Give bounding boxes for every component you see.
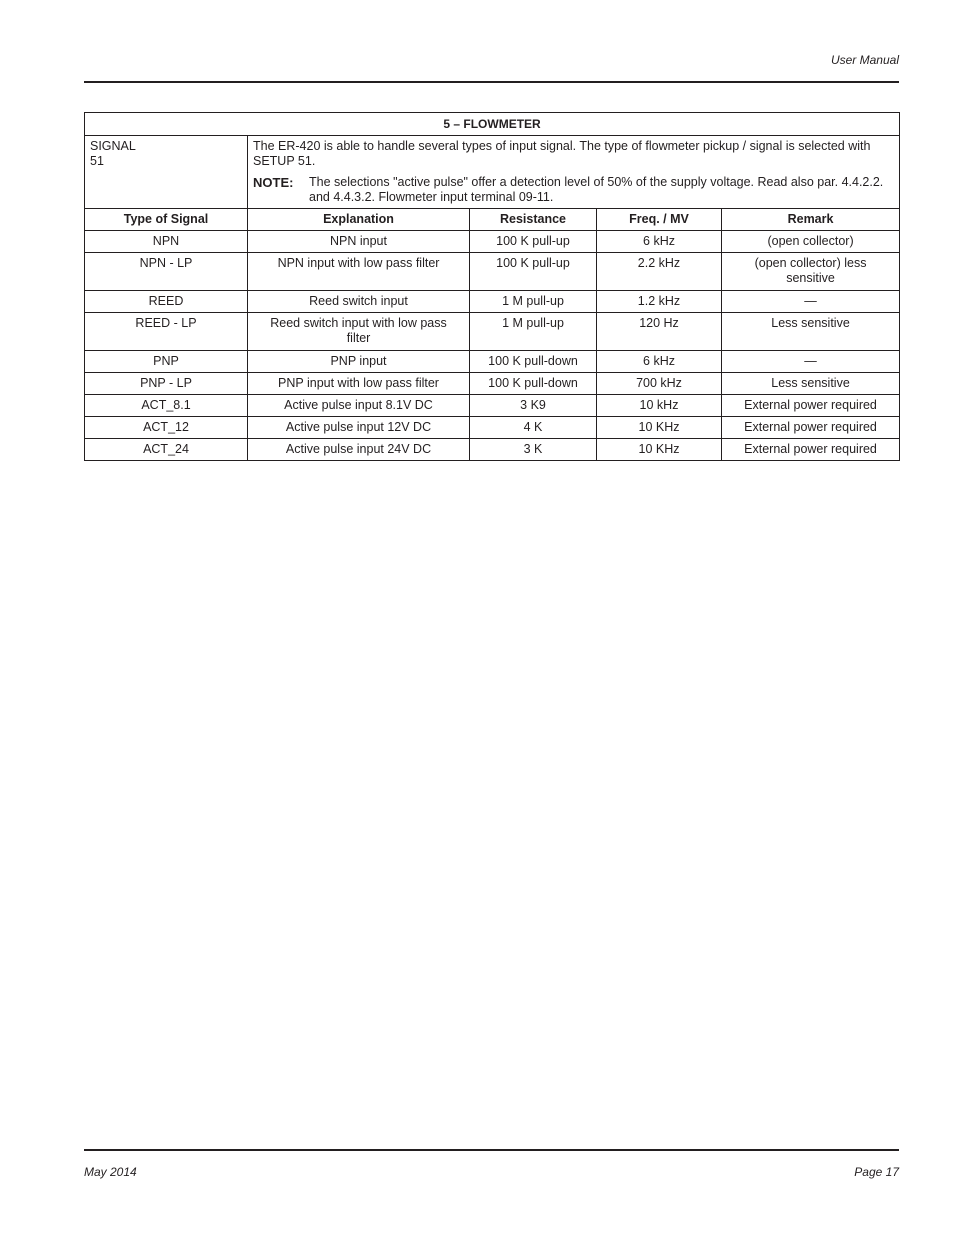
table-row (85, 351, 900, 373)
table-row (85, 395, 900, 417)
table-cell: REED - LP (85, 313, 248, 351)
column-header-row (85, 209, 900, 231)
table-cell: 100 K pull-down (470, 373, 597, 395)
table-row (85, 373, 900, 395)
table-cell: — (722, 291, 900, 313)
table-cell: 3 K (470, 439, 597, 461)
table-row (85, 291, 900, 313)
table-cell: PNP - LP (85, 373, 248, 395)
table-cell: 4 K (470, 417, 597, 439)
table-cell: (open collector) (722, 231, 900, 253)
table-cell: Reed switch input (248, 291, 470, 313)
table-cell: 1 M pull-up (470, 291, 597, 313)
table-cell: — (722, 351, 900, 373)
table-cell: PNP (85, 351, 248, 373)
table-row (85, 439, 900, 461)
description-text: The ER-420 is able to handle several types of input signal. The type of flowmeter pickup / signal is selected with SETUP 51. (253, 139, 871, 168)
table-cell: 10 KHz (597, 439, 722, 461)
footer-date: May 2014 (84, 1165, 137, 1179)
table-cell: Less sensitive (722, 313, 900, 351)
table-cell: 10 KHz (597, 417, 722, 439)
description-cell (248, 136, 900, 209)
table-cell: NPN - LP (85, 253, 248, 291)
table-cell: PNP input (248, 351, 470, 373)
table-cell: ACT_8.1 (85, 395, 248, 417)
column-header: Freq. / MV (597, 209, 722, 231)
column-header: Resistance (470, 209, 597, 231)
note-text: The selections "active pulse" offer a detection level of 50% of the supply voltage. Read also par. 4.4.2.2. and 4.4.3.2. Flowmeter input terminal 09-11. (309, 175, 884, 204)
table-cell: Reed switch input with low pass filter (248, 313, 470, 351)
table-cell: Less sensitive (722, 373, 900, 395)
setting-name: SIGNAL (90, 139, 136, 153)
table-cell: 100 K pull-up (470, 253, 597, 291)
table-cell: NPN (85, 231, 248, 253)
table-cell: 3 K9 (470, 395, 597, 417)
table-cell: Active pulse input 12V DC (248, 417, 470, 439)
table-cell: 700 kHz (597, 373, 722, 395)
table-cell: 100 K pull-up (470, 231, 597, 253)
column-header: Type of Signal (85, 209, 248, 231)
table-cell: 10 kHz (597, 395, 722, 417)
flowmeter-table (84, 112, 900, 461)
setting-number: 51 (90, 154, 104, 168)
table-row (85, 417, 900, 439)
header-rule (84, 81, 899, 83)
table-cell: ACT_12 (85, 417, 248, 439)
table-cell: (open collector) less sensitive (722, 253, 900, 291)
table-row (85, 253, 900, 291)
table-row (85, 231, 900, 253)
table-row (85, 313, 900, 351)
table-cell: 1 M pull-up (470, 313, 597, 351)
table-cell: External power required (722, 395, 900, 417)
table-cell: PNP input with low pass filter (248, 373, 470, 395)
header-title: User Manual (830, 53, 899, 67)
table-cell: NPN input (248, 231, 470, 253)
section-title: 5 – FLOWMETER (85, 113, 900, 136)
table-cell: 6 kHz (597, 351, 722, 373)
footer-rule (84, 1149, 899, 1151)
table-cell: External power required (722, 439, 900, 461)
table-cell: NPN input with low pass filter (248, 253, 470, 291)
note (253, 175, 894, 205)
table-cell: External power required (722, 417, 900, 439)
column-header: Remark (722, 209, 900, 231)
table-cell: 6 kHz (597, 231, 722, 253)
table-cell: REED (85, 291, 248, 313)
table-cell: 120 Hz (597, 313, 722, 351)
table-cell: Active pulse input 24V DC (248, 439, 470, 461)
table-cell: ACT_24 (85, 439, 248, 461)
table-cell: 1.2 kHz (597, 291, 722, 313)
column-header: Explanation (248, 209, 470, 231)
table-cell: Active pulse input 8.1V DC (248, 395, 470, 417)
table-cell: 100 K pull-down (470, 351, 597, 373)
footer-page-number: Page 17 (854, 1165, 899, 1179)
setting-cell (85, 136, 248, 209)
table-cell: 2.2 kHz (597, 253, 722, 291)
note-label: NOTE: (253, 175, 294, 190)
